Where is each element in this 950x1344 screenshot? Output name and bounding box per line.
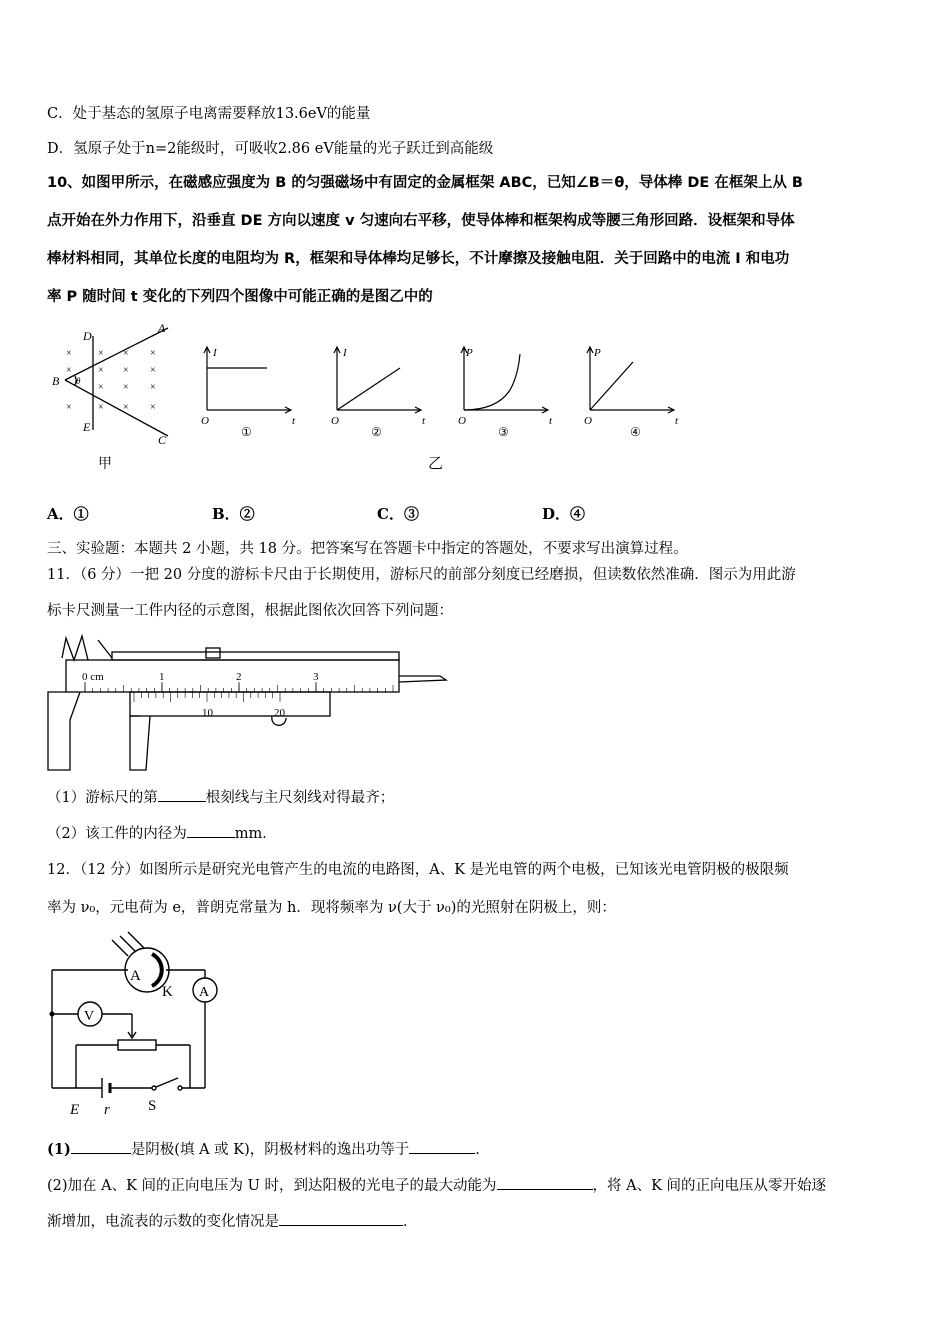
- section3-heading: 三、实验题：本题共 2 小题，共 18 分。把答案写在答题卡中指定的答题处，不要求写出演算过程。: [47, 541, 688, 557]
- q12-sub2-text3: 渐增加，电流表的示数的变化情况是: [47, 1214, 279, 1230]
- q12-sub1-mid: 是阴极(填 A 或 K)，阴极材料的逸出功等于: [130, 1142, 410, 1158]
- svg-text:×: ×: [150, 365, 156, 376]
- q11-sub2-prefix: （2）该工件的内径为: [47, 826, 187, 842]
- q12-sub2-cont: [47, 1210, 418, 1231]
- q12-sub1: [47, 1138, 490, 1159]
- q10-option-c: C．③: [377, 505, 419, 523]
- q12-sub2: [47, 1174, 826, 1195]
- svg-text:×: ×: [123, 402, 129, 413]
- graph-3: [452, 340, 562, 440]
- circuit-label-A: A: [130, 968, 141, 984]
- q12-stem-line1: 12．（12 分）如图所示是研究光电管产生的电流的电路图，A、K 是光电管的两个电极，已知该光电管阴极的极限频: [47, 862, 789, 878]
- svg-text:×: ×: [98, 402, 104, 413]
- label-theta: θ: [76, 376, 81, 386]
- voltmeter-label: V: [84, 1009, 95, 1024]
- caliper-main-1: 1: [159, 671, 165, 683]
- q10-option-a: A．①: [47, 505, 89, 523]
- q12-sub2-blank2[interactable]: [279, 1211, 403, 1226]
- label-C: C: [158, 433, 167, 447]
- q12-sub1-blank1[interactable]: [71, 1139, 131, 1154]
- q12-sub1-blank2[interactable]: [409, 1139, 475, 1154]
- svg-text:×: ×: [66, 348, 72, 359]
- q11-stem-line2: 标卡尺测量一工件内径的示意图，根据此图依次回答下列问题：: [47, 603, 453, 619]
- graph4-origin: O: [584, 415, 592, 427]
- vernier-caliper-diagram: [40, 630, 460, 775]
- graph2-xlabel: t: [422, 415, 426, 427]
- fig-jia-caption: 甲: [98, 457, 112, 472]
- q10-option-b: B．②: [212, 505, 255, 523]
- photocell-circuit-diagram: [40, 928, 240, 1120]
- graph3-ylabel: P: [466, 347, 473, 359]
- q9-option-d: D．氢原子处于n=2能级时，可吸收2.86 eV能量的光子跃迁到高能级: [47, 141, 494, 157]
- svg-text:×: ×: [123, 382, 129, 393]
- graph4-ylabel: P: [594, 347, 601, 359]
- svg-text:×: ×: [98, 382, 104, 393]
- q12-sub1-num: (1): [47, 1141, 71, 1158]
- q11-stem-line1: 11．（6 分）一把 20 分度的游标卡尺由于长期使用，游标尺的前部分刻度已经磨损，但读数依然准确．图示为用此游: [47, 567, 796, 583]
- graph4-number: ④: [630, 425, 641, 439]
- circuit-label-K: K: [162, 984, 173, 1000]
- svg-text:×: ×: [98, 365, 104, 376]
- circuit-label-S: S: [148, 1098, 157, 1114]
- graph2-ylabel: I: [343, 347, 347, 359]
- q12-sub2-text2: ，将 A、K 间的正向电压从零开始逐: [592, 1178, 827, 1194]
- caliper-vernier-10: 10: [202, 707, 213, 719]
- label-E: E: [83, 420, 91, 434]
- fig-jia-frame-diagram: [40, 318, 190, 478]
- svg-text:×: ×: [66, 402, 72, 413]
- fig-yi-caption: 乙: [428, 454, 444, 472]
- q12-stem-line2: 率为 ν₀，元电荷为 e，普朗克常量为 h．现将频率为 ν(大于 ν₀)的光照射在阴极上，则：: [47, 900, 616, 916]
- graph-1: [195, 340, 305, 440]
- q11-sub2-suffix: mm．: [234, 826, 277, 842]
- graph4-xlabel: t: [675, 415, 679, 427]
- caliper-main-2: 2: [236, 671, 242, 683]
- graph2-number: ②: [371, 425, 382, 439]
- svg-text:×: ×: [123, 365, 129, 376]
- graph1-ylabel: I: [213, 347, 217, 359]
- q11-sub1-blank[interactable]: [158, 787, 206, 802]
- ammeter-label: A: [199, 985, 210, 1000]
- graph-2: [325, 340, 435, 440]
- svg-text:×: ×: [98, 348, 104, 359]
- q12-sub2-blank1[interactable]: [497, 1175, 593, 1190]
- caliper-main-3: 3: [313, 671, 319, 683]
- q10-stem-line3: 棒材料相同，其单位长度的电阻均为 R，框架和导体棒均足够长，不计摩擦及接触电阻．关于回路中的电流 I 和电功: [47, 251, 790, 267]
- q12-sub2-end: ．: [403, 1214, 418, 1230]
- graph3-number: ③: [498, 425, 509, 439]
- q12-sub1-end: ．: [475, 1142, 490, 1158]
- svg-text:×: ×: [123, 348, 129, 359]
- q9-option-c: C．处于基态的氢原子电离需要释放13.6eV的能量: [47, 106, 371, 122]
- label-B: B: [52, 374, 60, 388]
- graph2-origin: O: [331, 415, 339, 427]
- circuit-label-r: r: [104, 1102, 110, 1118]
- q10-option-d: D．④: [542, 505, 586, 523]
- graph3-origin: O: [458, 415, 466, 427]
- svg-text:×: ×: [150, 382, 156, 393]
- label-D: D: [83, 329, 92, 343]
- q10-stem-line2: 点开始在外力作用下，沿垂直 DE 方向以速度 v 匀速向右平移，使导体棒和框架构成等腰三角形回路．设框架和导体: [47, 213, 795, 229]
- graph1-number: ①: [241, 425, 252, 439]
- q10-stem-line1: 10、如图甲所示，在磁感应强度为 B 的匀强磁场中有固定的金属框架 ABC，已知∠B＝θ，导体棒 DE 在框架上从 B: [47, 175, 803, 191]
- graph1-origin: O: [201, 415, 209, 427]
- graph3-xlabel: t: [549, 415, 553, 427]
- graph-4: [578, 340, 688, 440]
- q11-sub1: [47, 786, 394, 807]
- svg-text:×: ×: [150, 348, 156, 359]
- q12-sub2-text1: (2)加在 A、K 间的正向电压为 U 时，到达阳极的光电子的最大动能为: [47, 1178, 497, 1194]
- svg-text:×: ×: [150, 402, 156, 413]
- q11-sub1-prefix: （1）游标尺的第: [47, 790, 158, 806]
- graph1-xlabel: t: [292, 415, 296, 427]
- q10-stem-line4: 率 P 随时间 t 变化的下列四个图像中可能正确的是图乙中的: [47, 289, 433, 305]
- q11-sub1-suffix: 根刻线与主尺刻线对得最齐；: [205, 790, 395, 806]
- svg-text:×: ×: [66, 365, 72, 376]
- circuit-label-E: E: [70, 1102, 80, 1118]
- caliper-unit: 0 cm: [82, 671, 104, 683]
- q11-sub2: [47, 822, 277, 843]
- caliper-vernier-20: 20: [274, 707, 285, 719]
- q11-sub2-blank[interactable]: [187, 823, 235, 838]
- label-A: A: [158, 321, 166, 335]
